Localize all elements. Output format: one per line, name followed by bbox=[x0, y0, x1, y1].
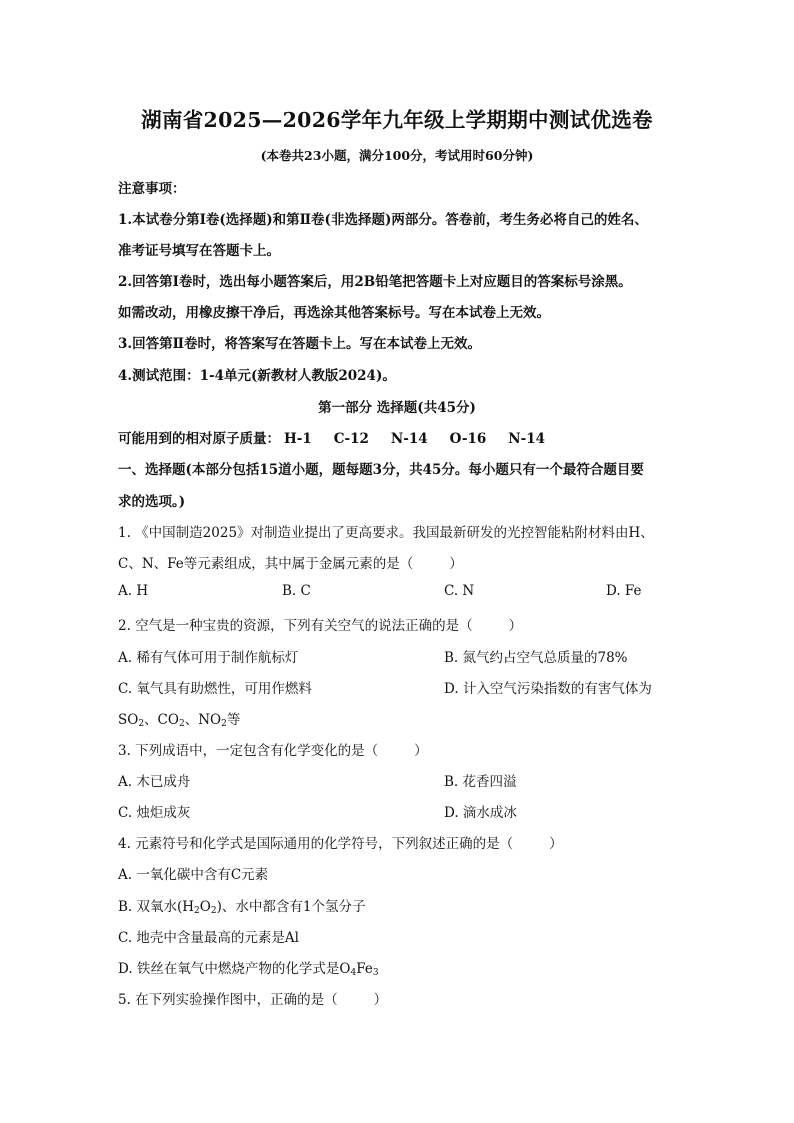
notes-line-6: 4.测试范围：1-4单元(新教材人教版2024)。 bbox=[118, 368, 396, 384]
atomic-mass-h: H-1 bbox=[284, 431, 312, 447]
q2-option-d-continued bbox=[118, 708, 240, 728]
atomic-mass-line bbox=[118, 427, 545, 447]
notes-heading: 注意事项： bbox=[118, 181, 186, 197]
atomic-mass-label: 可能用到的相对原子质量： bbox=[118, 431, 280, 447]
q3-option-c[interactable]: C. 烛炬成灰 bbox=[118, 805, 191, 821]
q2-d-sub3: 2 bbox=[221, 719, 227, 729]
q2-d-no: 、NO bbox=[184, 712, 222, 728]
q4-d-sub1: 4 bbox=[350, 968, 357, 978]
q5-stem bbox=[118, 988, 387, 1008]
q4-stem-close: ） bbox=[549, 836, 563, 852]
notes-line-2: 准考证号填写在答题卡上。 bbox=[118, 243, 280, 259]
notes-line-4: 如需改动，用橡皮擦干净后，再选涂其他答案标号。写在本试卷上无效。 bbox=[118, 305, 550, 321]
q4-d-mid: Fe bbox=[356, 961, 373, 977]
part1-title: 第一部分 选择题(共45分) bbox=[318, 400, 476, 416]
q2-d-co: 、CO bbox=[144, 712, 179, 728]
q4-d-sub2: 3 bbox=[372, 968, 379, 978]
q2-option-a[interactable]: A. 稀有气体可用于制作航标灯 bbox=[118, 650, 299, 666]
q4-b-sub2: 2 bbox=[210, 906, 217, 916]
q2-stem-close: ） bbox=[508, 618, 523, 634]
q3-stem-text: 3. 下列成语中，一定包含有化学变化的是（ bbox=[118, 743, 379, 759]
q4-d-prefix: D. 铁丝在氧气中燃烧产物的化学式是O bbox=[118, 961, 351, 977]
q1-option-b[interactable]: B. C bbox=[282, 583, 311, 599]
q4-b-sub1: 2 bbox=[194, 906, 200, 916]
q4-option-b[interactable] bbox=[118, 895, 365, 915]
q4-stem-text: 4. 元素符号和化学式是国际通用的化学符号，下列叙述正确的是（ bbox=[118, 836, 514, 852]
section-instructions-2: 求的选项。) bbox=[118, 494, 186, 510]
q1-option-c[interactable]: C. N bbox=[444, 583, 475, 599]
q1-option-d[interactable]: D. Fe bbox=[606, 583, 642, 599]
q2-d-so: SO bbox=[118, 712, 139, 728]
q4-option-d[interactable] bbox=[118, 957, 379, 977]
q4-b-prefix: B. 双氧水(H bbox=[118, 899, 195, 915]
q2-d-suffix: 等 bbox=[226, 712, 241, 728]
q2-option-c[interactable]: C. 氧气具有助燃性，可用作燃料 bbox=[118, 681, 312, 697]
q5-stem-text: 5. 在下列实验操作图中，正确的是（ bbox=[118, 992, 338, 1008]
q1-stem-text: C、N、Fe等元素组成，其中属于金属元素的是（ bbox=[118, 556, 414, 572]
atomic-mass-n: N-14 bbox=[390, 431, 428, 447]
q2-option-d[interactable]: D. 计入空气污染指数的有害气体为 bbox=[444, 681, 652, 697]
atomic-mass-c: C-12 bbox=[333, 431, 369, 447]
q2-stem bbox=[118, 614, 522, 634]
atomic-mass-o: O-16 bbox=[449, 431, 487, 447]
q2-stem-text: 2. 空气是一种宝贵的资源，下列有关空气的说法正确的是（ bbox=[118, 618, 473, 634]
q2-d-sub2: 2 bbox=[178, 719, 185, 729]
page-title: 湖南省2025—2026学年九年级上学期期中测试优选卷 bbox=[141, 108, 653, 132]
q2-option-b[interactable]: B. 氮气约占空气总质量的78% bbox=[444, 650, 628, 666]
q5-stem-close: ） bbox=[373, 992, 388, 1008]
q1-stem-line1: 1. 《中国制造2025》对制造业提出了更高要求。我国最新研发的光控智能粘附材料由H、 bbox=[118, 525, 654, 541]
q3-option-a[interactable]: A. 木已成舟 bbox=[118, 774, 191, 790]
q3-option-d[interactable]: D. 滴水成冰 bbox=[444, 805, 517, 821]
notes-line-5: 3.回答第Ⅱ卷时，将答案写在答题卡上。写在本试卷上无效。 bbox=[118, 336, 481, 352]
q4-option-c[interactable]: C. 地壳中含量最高的元素是Al bbox=[118, 930, 299, 946]
q4-b-mid: O bbox=[199, 899, 211, 915]
q4-b-suffix: )、水中都含有1个氢分子 bbox=[216, 899, 366, 915]
notes-line-3: 2.回答第Ⅰ卷时，选出每小题答案后，用2B铅笔把答题卡上对应题目的答案标号涂黑。 bbox=[118, 274, 632, 290]
q2-d-sub1: 2 bbox=[138, 719, 145, 729]
atomic-mass-n2: N-14 bbox=[508, 431, 546, 447]
section-instructions-1: 一、选择题(本部分包括15道小题，题每题3分，共45分。每小题只有一个最符合题目要 bbox=[118, 462, 644, 478]
q4-stem bbox=[118, 832, 563, 852]
notes-line-1: 1.本试卷分第Ⅰ卷(选择题)和第Ⅱ卷(非选择题)两部分。答卷前，考生务必将自己的姓名、 bbox=[118, 212, 648, 228]
q3-stem bbox=[118, 739, 428, 759]
q1-option-a[interactable]: A. H bbox=[118, 583, 149, 599]
q3-option-b[interactable]: B. 花香四溢 bbox=[444, 774, 517, 790]
page-subtitle: (本卷共23小题，满分100分，考试用时60分钟) bbox=[260, 148, 534, 163]
q1-stem-line2 bbox=[118, 552, 463, 572]
q3-stem-close: ） bbox=[414, 743, 428, 759]
q4-option-a[interactable]: A. 一氧化碳中含有C元素 bbox=[118, 867, 269, 883]
q1-stem-close: ） bbox=[449, 556, 463, 572]
